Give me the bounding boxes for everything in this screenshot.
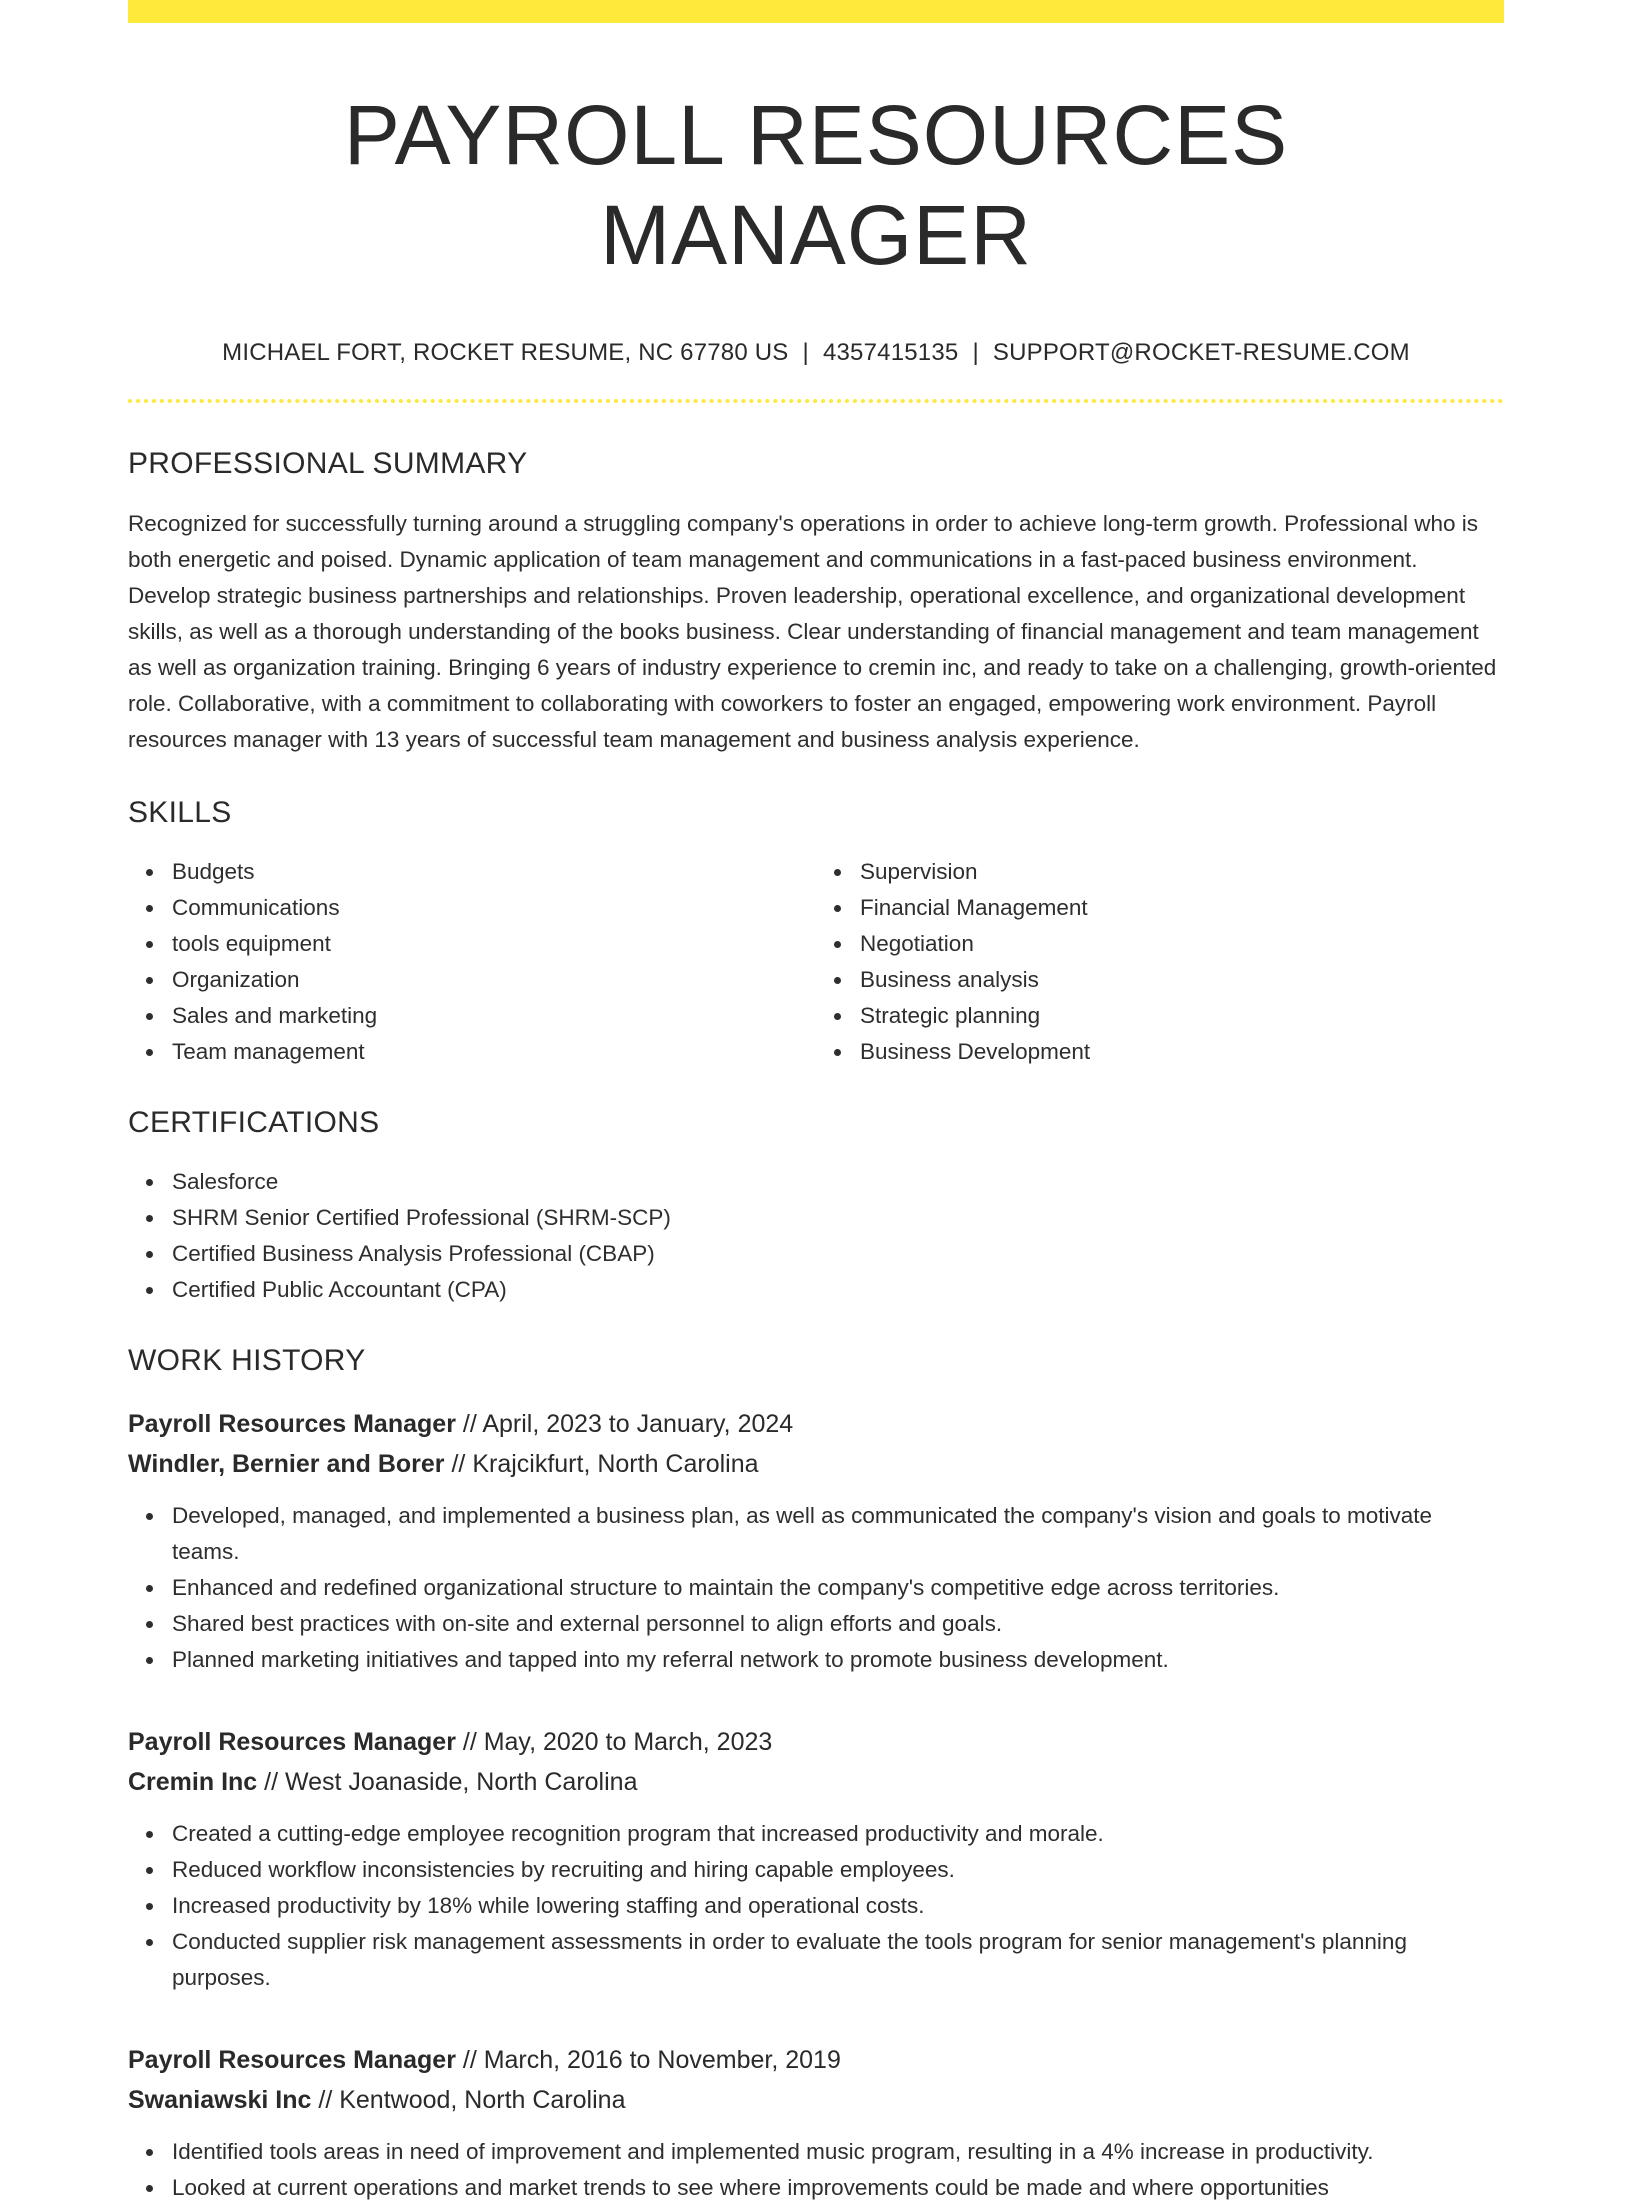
job-title: Payroll Resources Manager bbox=[128, 1728, 456, 1756]
job-title-line bbox=[128, 1404, 1504, 1444]
skills-list-right bbox=[816, 854, 1504, 1070]
job-bullet: Shared best practices with on-site and external personnel to align efforts and goals. bbox=[172, 1606, 1504, 1642]
job-company-line bbox=[128, 2080, 1504, 2120]
job-company: Cremin Inc bbox=[128, 1768, 258, 1796]
certification-item: Salesforce bbox=[172, 1164, 1504, 1200]
job-bullets bbox=[128, 2134, 1504, 2206]
skills-heading: SKILLS bbox=[128, 796, 232, 829]
certifications-heading: CERTIFICATIONS bbox=[128, 1106, 380, 1139]
skill-item: Communications bbox=[172, 890, 816, 926]
skill-item: Financial Management bbox=[860, 890, 1504, 926]
job-company: Swaniawski Inc bbox=[128, 2086, 312, 2114]
contact-separator: | bbox=[972, 339, 979, 366]
job-dates: // April, 2023 to January, 2024 bbox=[455, 1410, 794, 1438]
job-bullet: Enhanced and redefined organizational structure to maintain the company's competitive edge across territories. bbox=[172, 1570, 1504, 1606]
job-location: // Krajcikfurt, North Carolina bbox=[444, 1450, 759, 1478]
job-dates: // May, 2020 to March, 2023 bbox=[455, 1728, 773, 1756]
job-bullets bbox=[128, 1498, 1504, 1678]
job-company-line bbox=[128, 1762, 1504, 1802]
skill-item: Organization bbox=[172, 962, 816, 998]
contact-email: SUPPORT@ROCKET-RESUME.COM bbox=[992, 339, 1410, 366]
skill-item: tools equipment bbox=[172, 926, 816, 962]
skills-grid bbox=[128, 854, 1504, 1070]
job-title: Payroll Resources Manager bbox=[128, 2046, 456, 2074]
job-title: Payroll Resources Manager bbox=[128, 1410, 456, 1438]
skill-item: Team management bbox=[172, 1034, 816, 1070]
job-bullet: Identified tools areas in need of improvement and implemented music program, resulting in a 4% increase in productivity. bbox=[172, 2134, 1504, 2170]
accent-top-bar bbox=[128, 0, 1504, 23]
skill-item: Negotiation bbox=[860, 926, 1504, 962]
job-entry bbox=[128, 1722, 1504, 1996]
job-dates: // March, 2016 to November, 2019 bbox=[455, 2046, 841, 2074]
job-bullet: Planned marketing initiatives and tapped into my referral network to promote business development. bbox=[172, 1642, 1504, 1678]
resume-page bbox=[128, 0, 1504, 2206]
skills-list-left bbox=[128, 854, 816, 1070]
summary-heading: PROFESSIONAL SUMMARY bbox=[128, 447, 528, 480]
dotted-divider bbox=[128, 399, 1504, 403]
resume-title: PAYROLL RESOURCES MANAGER bbox=[343, 88, 1289, 282]
work-history-heading: WORK HISTORY bbox=[128, 1344, 366, 1377]
job-entry bbox=[128, 2040, 1504, 2206]
job-bullet: Conducted supplier risk management assessments in order to evaluate the tools program for senior management's planning purposes. bbox=[172, 1924, 1504, 1996]
job-company-line bbox=[128, 1444, 1504, 1484]
contact-phone: 4357415135 bbox=[822, 339, 959, 366]
job-title-line bbox=[128, 1722, 1504, 1762]
contact-separator: | bbox=[802, 339, 809, 366]
job-bullet: Increased productivity by 18% while lowering staffing and operational costs. bbox=[172, 1888, 1504, 1924]
job-bullets bbox=[128, 1816, 1504, 1996]
contact-line bbox=[128, 337, 1504, 369]
skill-item: Supervision bbox=[860, 854, 1504, 890]
skill-item: Business Development bbox=[860, 1034, 1504, 1070]
job-bullet: Reduced workflow inconsistencies by recruiting and hiring capable employees. bbox=[172, 1852, 1504, 1888]
job-location: // West Joanaside, North Carolina bbox=[257, 1768, 638, 1796]
skill-item: Budgets bbox=[172, 854, 816, 890]
summary-text: Recognized for successfully turning around a struggling company's operations in order to achieve long-term growth. Professional who is both energetic and poised. Dynamic application of team management and communications in a fast-paced business environment. Develop strategic business partnerships and relationships. Proven leadership, operational excellence, and organizational development skills, as well as a thorough understanding of the books business. Clear understanding of financial management and team management as well as organization training. Bringing 6 years of industry experience to cremin inc, and ready to take on a challenging, growth-oriented role. Collaborative, with a commitment to collaborating with coworkers to foster an engaged, empowering work environment. Payroll resources manager with 13 years of successful team management and business analysis experience. bbox=[128, 511, 1497, 752]
certification-item: Certified Business Analysis Professional (CBAP) bbox=[172, 1236, 1504, 1272]
contact-address: MICHAEL FORT, ROCKET RESUME, NC 67780 US bbox=[222, 339, 789, 366]
certification-item: Certified Public Accountant (CPA) bbox=[172, 1272, 1504, 1308]
certifications-list bbox=[128, 1164, 1504, 1308]
skill-item: Strategic planning bbox=[860, 998, 1504, 1034]
certification-item: SHRM Senior Certified Professional (SHRM-SCP) bbox=[172, 1200, 1504, 1236]
skill-item: Business analysis bbox=[860, 962, 1504, 998]
skill-item: Sales and marketing bbox=[172, 998, 816, 1034]
job-bullet: Created a cutting-edge employee recognition program that increased productivity and morale. bbox=[172, 1816, 1504, 1852]
job-bullet: Developed, managed, and implemented a business plan, as well as communicated the company's vision and goals to motivate teams. bbox=[172, 1498, 1504, 1570]
job-entry bbox=[128, 1404, 1504, 1678]
job-company: Windler, Bernier and Borer bbox=[128, 1450, 445, 1478]
job-bullet: Looked at current operations and market trends to see where improvements could be made and where opportunities bbox=[172, 2170, 1504, 2206]
job-title-line bbox=[128, 2040, 1504, 2080]
job-location: // Kentwood, North Carolina bbox=[311, 2086, 626, 2114]
